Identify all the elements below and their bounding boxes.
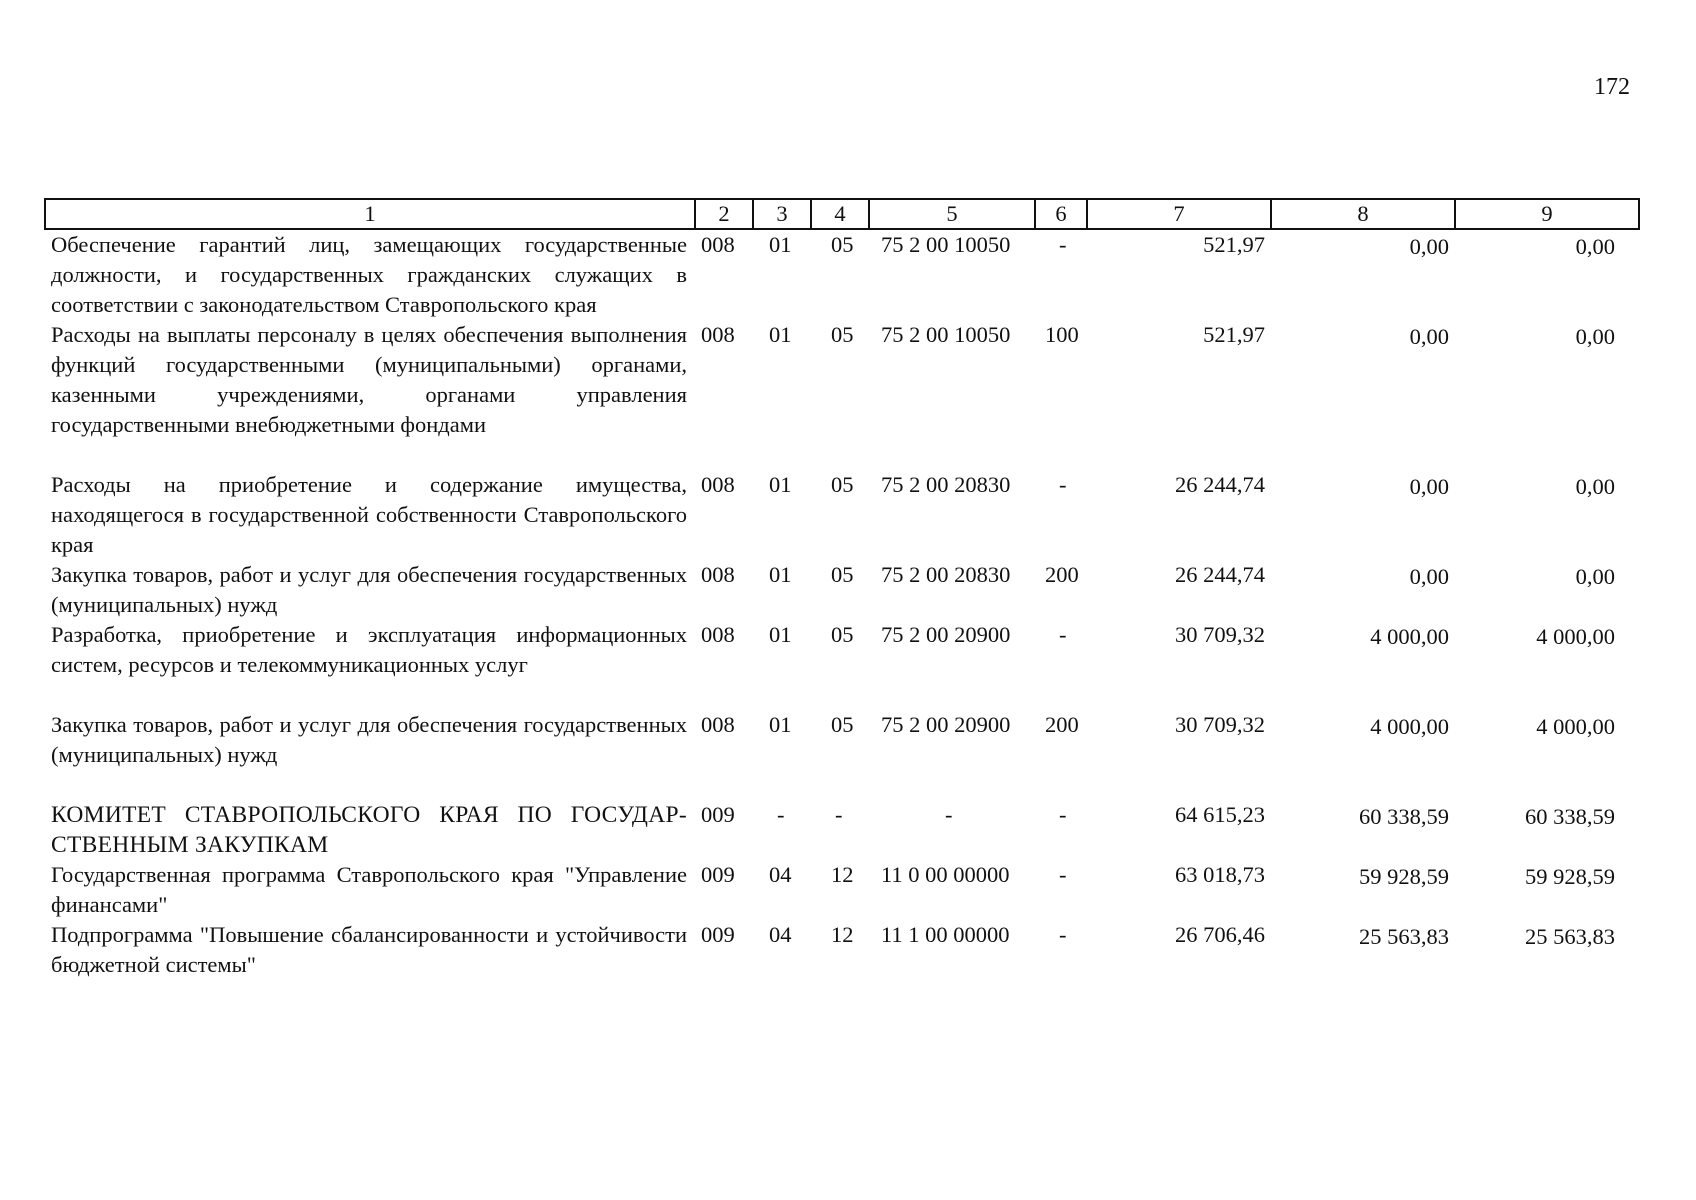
header-cell-2: 2 (695, 199, 753, 229)
row-code-2: 008 (701, 562, 735, 587)
row-value-8: 0,00 (1409, 234, 1449, 259)
table-row (45, 470, 1639, 560)
row-code-5: 75 2 00 10050 (881, 232, 1011, 257)
row-value-9: 0,00 (1575, 474, 1615, 499)
row-value-7: 30 709,32 (1175, 712, 1265, 737)
row-code-4: 05 (831, 232, 854, 257)
row-value-9: 4 000,00 (1536, 624, 1615, 649)
row-code-4: 05 (831, 712, 854, 737)
row-code-6: 100 (1045, 322, 1079, 347)
row-value-8: 0,00 (1409, 324, 1449, 349)
row-value-7: 26 244,74 (1175, 562, 1265, 587)
header-cell-5: 5 (869, 199, 1035, 229)
table-row-committee (45, 800, 1639, 860)
row-code-3: 01 (769, 622, 792, 647)
row-code-5: 75 2 00 20830 (881, 472, 1011, 497)
row-value-7: 521,97 (1203, 232, 1265, 257)
table-row (45, 560, 1639, 620)
row-code-4: 05 (831, 322, 854, 347)
header-cell-1: 1 (45, 199, 695, 229)
row-code-3: 01 (769, 232, 792, 257)
table-row (45, 860, 1639, 920)
row-code-2: 009 (701, 802, 735, 827)
row-code-6: 200 (1045, 562, 1079, 587)
row-code-6: - (1059, 622, 1067, 647)
row-code-3: 01 (769, 472, 792, 497)
row-value-8: 0,00 (1409, 474, 1449, 499)
row-code-6: 200 (1045, 712, 1079, 737)
row-name: Расходы на выплаты персоналу в целях обеспечения выполнения функций государственными (муниципальными) органами, казенными учреждениями, органами управления государственными внебюджетными фондами (51, 322, 687, 437)
row-name: Расходы на приобретение и содержание имущества, находящегося в государственной собственности Ставропольского края (51, 472, 687, 557)
row-code-6: - (1059, 802, 1067, 827)
row-value-8: 4 000,00 (1370, 624, 1449, 649)
row-value-8: 0,00 (1409, 564, 1449, 589)
row-code-6: - (1059, 472, 1067, 497)
row-code-2: 009 (701, 862, 735, 887)
row-code-4: 05 (831, 472, 854, 497)
header-cell-3: 3 (753, 199, 811, 229)
row-value-8: 25 563,83 (1359, 924, 1449, 949)
row-value-9: 59 928,59 (1525, 864, 1615, 889)
row-name: Государственная программа Ставропольского края "Управление финансами" (51, 862, 687, 917)
row-code-2: 008 (701, 712, 735, 737)
row-code-3: 04 (769, 862, 792, 887)
row-code-5: - (945, 802, 953, 827)
row-value-9: 25 563,83 (1525, 924, 1615, 949)
row-code-3: 01 (769, 322, 792, 347)
header-cell-9: 9 (1455, 199, 1639, 229)
row-code-6: - (1059, 922, 1067, 947)
row-value-8: 60 338,59 (1359, 804, 1449, 829)
row-code-5: 75 2 00 10050 (881, 322, 1011, 347)
row-code-6: - (1059, 862, 1067, 887)
row-value-8: 4 000,00 (1370, 714, 1449, 739)
row-name: Подпрограмма "Повышение сбалансированности и устойчивости бюджетной системы" (51, 922, 687, 977)
row-value-7: 64 615,23 (1175, 802, 1265, 827)
header-cell-4: 4 (811, 199, 869, 229)
row-code-3: - (777, 802, 785, 827)
row-value-7: 26 706,46 (1175, 922, 1265, 947)
row-code-5: 75 2 00 20900 (881, 712, 1011, 737)
row-code-4: 12 (831, 862, 854, 887)
budget-table (44, 198, 1640, 980)
row-code-2: 008 (701, 622, 735, 647)
table-row (45, 710, 1639, 800)
row-name: Обеспечение гарантий лиц, замещающих государственные должности, и государственных гражданских служащих в соответствии с законодательством Ставропольского края (51, 232, 687, 317)
row-value-9: 0,00 (1575, 324, 1615, 349)
row-value-9: 60 338,59 (1525, 804, 1615, 829)
row-code-4: - (835, 802, 843, 827)
row-code-5: 11 0 00 00000 (881, 862, 1010, 887)
row-value-9: 0,00 (1575, 564, 1615, 589)
row-code-5: 75 2 00 20900 (881, 622, 1011, 647)
table-row (45, 229, 1639, 320)
row-code-2: 009 (701, 922, 735, 947)
row-code-3: 04 (769, 922, 792, 947)
row-code-2: 008 (701, 232, 735, 257)
row-name: Разработка, приобретение и эксплуатация информационных систем, ресурсов и телекоммуникационных услуг (51, 622, 687, 677)
row-value-9: 0,00 (1575, 234, 1615, 259)
row-code-2: 008 (701, 322, 735, 347)
row-code-5: 11 1 00 00000 (881, 922, 1010, 947)
row-value-9: 4 000,00 (1536, 714, 1615, 739)
row-code-3: 01 (769, 712, 792, 737)
row-code-4: 05 (831, 562, 854, 587)
table-header-row (45, 199, 1639, 229)
row-value-7: 63 018,73 (1175, 862, 1265, 887)
row-code-6: - (1059, 232, 1067, 257)
row-code-2: 008 (701, 472, 735, 497)
row-name: Закупка товаров, работ и услуг для обеспечения государственных (муниципальных) нужд (51, 712, 687, 767)
header-cell-7: 7 (1087, 199, 1271, 229)
row-value-7: 521,97 (1203, 322, 1265, 347)
row-code-3: 01 (769, 562, 792, 587)
row-name: Закупка товаров, работ и услуг для обеспечения государственных (муниципальных) нужд (51, 562, 687, 617)
table-row (45, 920, 1639, 980)
row-value-7: 30 709,32 (1175, 622, 1265, 647)
header-cell-6: 6 (1035, 199, 1087, 229)
row-value-8: 59 928,59 (1359, 864, 1449, 889)
row-code-4: 12 (831, 922, 854, 947)
page-number: 172 (1594, 74, 1630, 100)
header-cell-8: 8 (1271, 199, 1455, 229)
row-value-7: 26 244,74 (1175, 472, 1265, 497)
row-name: КОМИТЕТ СТАВРОПОЛЬСКОГО КРАЯ ПО ГОСУДАР-СТВЕННЫМ ЗАКУПКАМ (51, 802, 687, 858)
row-code-5: 75 2 00 20830 (881, 562, 1011, 587)
row-code-4: 05 (831, 622, 854, 647)
table-row (45, 620, 1639, 710)
table-row (45, 320, 1639, 470)
